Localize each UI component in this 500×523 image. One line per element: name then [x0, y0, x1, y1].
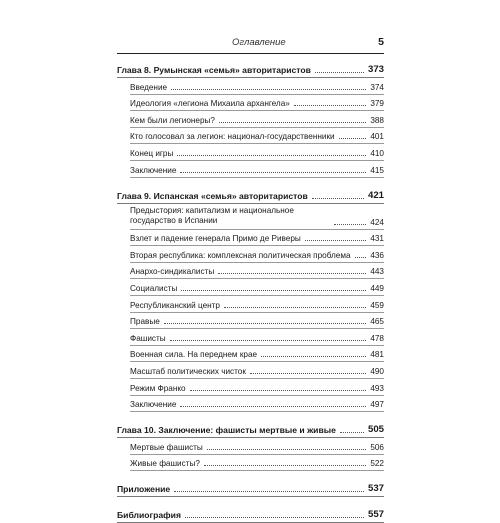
dot-leader [180, 172, 366, 173]
chapter-page: 373 [367, 64, 384, 75]
section-page: 443 [370, 267, 384, 277]
toc-section[interactable] [130, 128, 384, 145]
section-title: Республиканский центр [130, 300, 220, 310]
section-page: 431 [370, 234, 384, 244]
dot-leader [334, 224, 366, 225]
section-title: Социалисты [130, 283, 178, 293]
page-number: 5 [378, 36, 384, 48]
bibliography-page: 557 [367, 509, 384, 521]
dot-leader [174, 491, 364, 492]
dot-leader [180, 406, 366, 407]
section-page: 379 [370, 99, 384, 109]
toc-chapter-10[interactable] [117, 421, 384, 438]
chapter-page: 505 [367, 424, 384, 436]
appendix-page: 537 [367, 483, 384, 495]
toc-chapter-9[interactable] [117, 187, 384, 204]
dot-leader [190, 390, 367, 391]
section-title: Вторая республика: комплексная политическая проблема [130, 250, 351, 260]
section-page: 415 [370, 165, 384, 175]
toc-section[interactable] [130, 379, 384, 396]
dot-leader [164, 323, 367, 324]
section-page: 481 [370, 350, 384, 360]
toc-section[interactable] [130, 296, 384, 313]
dot-leader [177, 155, 366, 156]
section-page: 478 [370, 333, 384, 343]
section-page: 522 [370, 459, 384, 469]
section-title: Анархо-синдикалисты [130, 267, 215, 277]
section-page: 490 [370, 366, 384, 376]
section-title: Введение [130, 82, 168, 92]
toc-section[interactable] [130, 95, 384, 112]
section-title: Военная сила. На переднем крае [130, 350, 258, 360]
toc-section[interactable] [130, 144, 384, 161]
section-title: Масштаб политических чисток [130, 366, 246, 376]
section-page: 465 [370, 317, 384, 327]
dot-leader [170, 340, 367, 341]
toc-section[interactable] [130, 230, 384, 247]
section-title: Кто голосовал за легион: национал-государственники [130, 132, 335, 142]
section-title: Предыстория: капитализм и национальное государство в Испании [130, 205, 294, 226]
dot-leader [218, 273, 366, 274]
dot-leader [224, 307, 366, 308]
toc-chapter-8[interactable] [117, 61, 384, 78]
toc-section[interactable] [130, 161, 384, 178]
dot-leader [340, 432, 364, 433]
toc-section[interactable] [130, 346, 384, 363]
section-title: Правые [130, 317, 160, 327]
header-rule [117, 53, 384, 54]
section-title: Мертвые фашисты [130, 442, 203, 452]
bibliography-title: Библиография [117, 510, 181, 521]
section-page: 388 [370, 115, 384, 125]
dot-leader [355, 257, 367, 258]
chapter-title: Глава 10. Заключение: фашисты мертвые и живые [117, 425, 336, 436]
dot-leader [185, 517, 364, 518]
dot-leader [312, 198, 364, 199]
appendix-title: Приложение [117, 484, 171, 495]
toc-section[interactable] [130, 438, 384, 455]
toc-section[interactable] [130, 396, 384, 413]
running-head-title: Оглавление [232, 37, 286, 48]
section-title: Режим Франко [130, 383, 186, 393]
section-title: Заключение [130, 165, 177, 175]
chapter-title: Глава 9. Испанская «семья» авторитаристов [117, 190, 308, 201]
section-title: Фашисты [130, 333, 166, 343]
toc-section[interactable] [130, 279, 384, 296]
section-title: Идеология «легиона Михаила архангела» [130, 99, 290, 109]
section-page: 410 [370, 148, 384, 158]
dot-leader [207, 449, 367, 450]
section-title: Взлет и падение генерала Примо де Риверы [130, 234, 301, 244]
toc-section[interactable] [130, 246, 384, 263]
section-page: 493 [370, 383, 384, 393]
chapter-title: Глава 8. Румынская «семья» авторитаристов [117, 65, 311, 75]
dot-leader [339, 138, 367, 139]
section-title: Конец игры [130, 148, 174, 158]
section-page: 459 [370, 300, 384, 310]
toc-section[interactable] [130, 111, 384, 128]
section-page: 506 [370, 442, 384, 452]
dot-leader [294, 105, 367, 106]
dot-leader [315, 72, 364, 73]
toc-section[interactable] [130, 78, 384, 95]
dot-leader [219, 122, 366, 123]
section-page: 374 [370, 82, 384, 92]
dot-leader [305, 240, 367, 241]
section-page: 424 [370, 217, 384, 227]
running-head [117, 36, 384, 48]
toc-section[interactable] [130, 362, 384, 379]
dot-leader [204, 465, 366, 466]
toc-appendix[interactable] [117, 480, 384, 497]
section-title: Живые фашисты? [130, 459, 200, 469]
toc-section[interactable] [130, 329, 384, 346]
section-page: 497 [370, 400, 384, 410]
chapter-page: 421 [367, 189, 384, 201]
toc-bibliography[interactable] [117, 506, 384, 523]
dot-leader [171, 89, 366, 90]
section-page: 449 [370, 283, 384, 293]
dot-leader [250, 373, 366, 374]
dot-leader [181, 290, 366, 291]
toc-section[interactable] [130, 263, 384, 280]
section-page: 436 [370, 250, 384, 260]
table-of-contents [117, 59, 384, 523]
toc-section[interactable] [130, 313, 384, 330]
toc-section[interactable] [130, 204, 384, 230]
dot-leader [261, 356, 366, 357]
toc-section[interactable] [130, 455, 384, 472]
section-title: Заключение [130, 400, 177, 410]
section-page: 401 [370, 132, 384, 142]
section-title: Кем были легионеры? [130, 115, 215, 125]
